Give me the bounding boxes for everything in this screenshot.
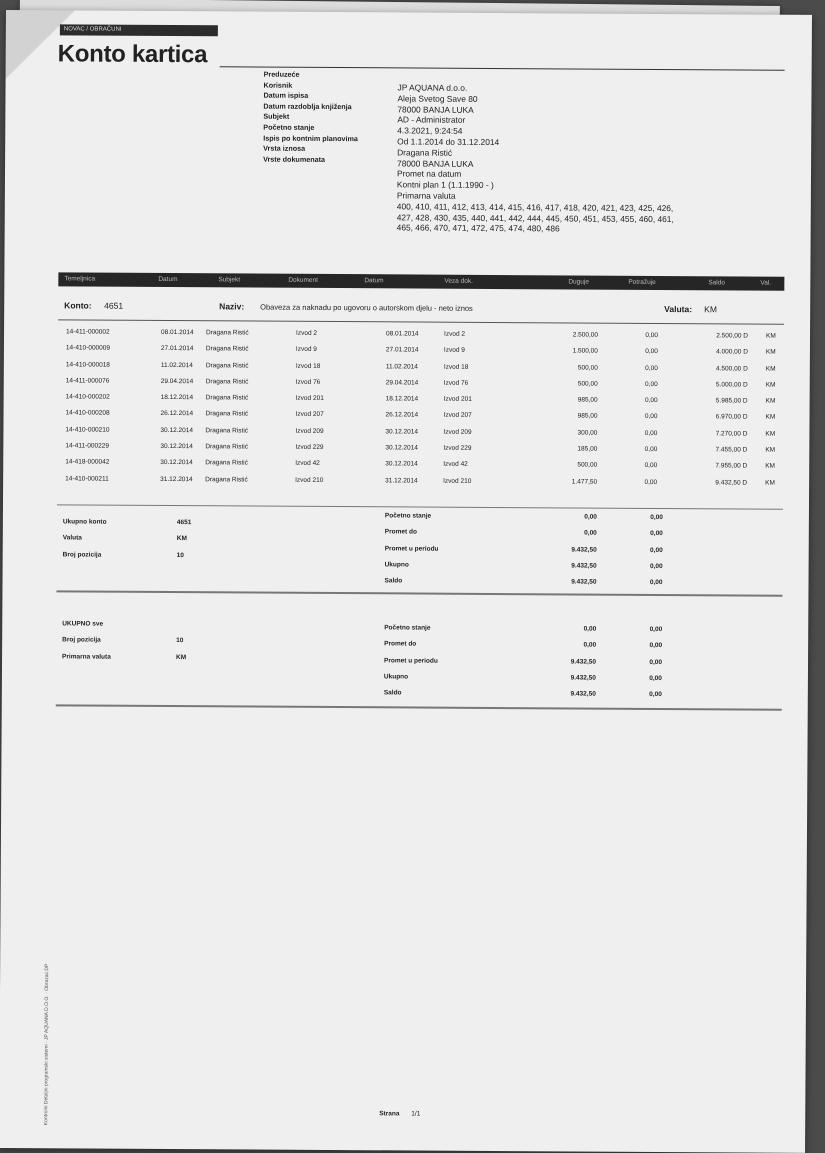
cell-dug: 185,00	[535, 445, 597, 452]
summary-label: Promet do	[384, 641, 416, 648]
summary-potrazuje: 0,00	[622, 691, 662, 698]
page-title: Konto kartica	[58, 40, 208, 69]
summary-label: Broj pozicija	[63, 551, 102, 558]
cell-veza: Izvod 9	[444, 347, 465, 354]
cell-date: 29.04.2014	[161, 378, 194, 385]
cell-date: 27.01.2014	[161, 345, 194, 352]
page-footer	[379, 1110, 420, 1117]
section-tag: NOVAC / OBRAČUNI	[60, 24, 218, 36]
cell-date2: 30.12.2014	[385, 428, 418, 435]
valuta-label: Valuta:	[664, 304, 692, 314]
cell-val: KM	[766, 365, 776, 372]
cell-date2: 30.12.2014	[385, 461, 418, 468]
cell-subj: Dragana Ristić	[205, 443, 248, 450]
cell-saldo: 7.955,00 D	[685, 463, 747, 470]
cell-subj: Dragana Ristić	[206, 411, 249, 418]
header-value: Aleja Svetog Save 80	[397, 93, 757, 106]
summary-potrazuje: 0,00	[623, 530, 663, 537]
cell-pot: 0,00	[626, 348, 658, 355]
cell-dug: 500,00	[536, 380, 598, 387]
cell-pot: 0,00	[625, 462, 657, 469]
summary-label: Promet u periodu	[384, 657, 438, 664]
cell-subj: Dragana Ristić	[206, 394, 249, 401]
cell-tem: 14-418-000042	[65, 459, 109, 466]
cell-date2: 11.02.2014	[386, 363, 418, 370]
cell-val: KM	[765, 463, 775, 470]
cell-val: KM	[766, 382, 776, 389]
summary-label: UKUPNO sve	[62, 620, 103, 627]
cell-doc: Izvod 209	[295, 428, 323, 435]
cell-val: KM	[766, 349, 776, 356]
cell-saldo: 4.500,00 D	[686, 365, 748, 372]
summary-label: Početno stanje	[384, 624, 430, 631]
column-header: Datum	[364, 277, 383, 284]
column-header: Val.	[760, 280, 771, 287]
cell-dug: 300,00	[535, 429, 597, 436]
column-header: Temeljnica	[64, 275, 95, 282]
cell-date2: 18.12.2014	[386, 396, 419, 403]
cell-doc: Izvod 2	[296, 330, 317, 337]
column-header-bar	[58, 272, 784, 290]
cell-date2: 08.01.2014	[386, 330, 419, 337]
summary-potrazuje: 0,00	[622, 658, 662, 665]
summary-label: Saldo	[384, 690, 402, 697]
cell-tem: 14-411-000076	[66, 377, 110, 384]
header-label: Vrsta iznosa	[263, 144, 358, 155]
summary-potrazuje: 0,00	[622, 675, 662, 682]
header-value: 4.3.2021, 9:24:54	[397, 126, 757, 139]
column-header: Subjekt	[218, 276, 240, 283]
table-end-divider	[57, 504, 783, 509]
header-value: Kontni plan 1 (1.1.1990 - )	[397, 180, 757, 193]
header-labels	[263, 70, 358, 166]
cell-date2: 26.12.2014	[386, 412, 419, 419]
cell-tem: 14-410-000210	[65, 426, 109, 433]
column-header: Saldo	[708, 279, 725, 286]
summary-duguje: 0,00	[534, 625, 596, 632]
cell-dug: 500,00	[536, 364, 598, 371]
cell-date2: 30.12.2014	[385, 444, 418, 451]
summary-label: Valuta	[63, 535, 82, 542]
naziv-label: Naziv:	[219, 301, 244, 311]
cell-veza: Izvod 229	[443, 445, 471, 452]
header-label: Korisnik	[264, 80, 359, 91]
summary-duguje: 9.432,50	[534, 658, 596, 665]
cell-date2: 31.12.2014	[385, 477, 418, 484]
cell-tem: 14-410-000211	[65, 475, 109, 482]
summary-label: Ukupno	[385, 561, 409, 568]
total-summary-divider	[56, 704, 782, 710]
cell-subj: Dragana Ristić	[205, 427, 248, 434]
cell-saldo: 7.455,00 D	[685, 446, 747, 453]
cell-val: KM	[766, 333, 776, 340]
cell-dug: 985,00	[536, 396, 598, 403]
column-header: Potražuje	[628, 279, 656, 286]
summary-duguje: 9.432,50	[535, 546, 597, 553]
column-header: Dokument	[288, 277, 318, 284]
cell-subj: Dragana Ristić	[206, 378, 249, 385]
header-values	[397, 82, 758, 235]
cell-doc: Izvod 76	[296, 379, 321, 386]
cell-saldo: 5.000,00 D	[686, 381, 748, 388]
summary-potrazuje: 0,00	[622, 642, 662, 649]
cell-subj: Dragana Ristić	[205, 460, 248, 467]
cell-tem: 14-410-000208	[66, 410, 110, 417]
konto-summary-divider	[56, 590, 782, 596]
cell-pot: 0,00	[625, 446, 657, 453]
cell-date: 11.02.2014	[161, 362, 193, 369]
summary-potrazuje: 0,00	[623, 546, 663, 553]
cell-date: 30.12.2014	[160, 443, 193, 450]
header-value: 400, 410, 411, 412, 413, 414, 415, 416, 417, 418, 420, 421, 423, 425, 426,	[397, 201, 757, 214]
cell-saldo: 6.970,00 D	[686, 414, 748, 421]
cell-saldo: 7.270,00 D	[685, 430, 747, 437]
cell-veza: Izvod 210	[443, 477, 471, 484]
header-label: Subjekt	[263, 112, 358, 123]
header-value: JP AQUANA d.o.o.	[397, 82, 757, 95]
cell-saldo: 4.000,00 D	[686, 348, 748, 355]
cell-date: 26.12.2014	[161, 410, 194, 417]
header-label: Početno stanje	[263, 123, 358, 134]
header-value: Od 1.1.2014 do 31.12.2014	[397, 136, 757, 149]
header-value: 427, 428, 430, 435, 440, 441, 442, 444, 445, 450, 451, 453, 455, 460, 461,	[397, 212, 757, 225]
cell-veza: Izvod 42	[443, 461, 468, 468]
cell-subj: Dragana Ristić	[206, 346, 249, 353]
cell-doc: Izvod 42	[295, 460, 320, 467]
summary-label: Primarna valuta	[62, 653, 111, 660]
column-header: Duguje	[568, 278, 589, 285]
summary-duguje: 9.432,50	[534, 578, 596, 585]
summary-value: 4651	[177, 519, 192, 526]
header-value: Promet na datum	[397, 169, 757, 182]
cell-val: KM	[766, 398, 776, 405]
valuta-value: KM	[704, 304, 717, 314]
cell-subj: Dragana Ristić	[205, 476, 248, 483]
cell-val: KM	[765, 430, 775, 437]
cell-veza: Izvod 201	[444, 396, 472, 403]
header-label: Datum ispisa	[263, 91, 358, 102]
konto-divider	[58, 319, 784, 324]
cell-pot: 0,00	[626, 364, 658, 371]
cell-pot: 0,00	[625, 430, 657, 437]
cell-pot: 0,00	[626, 413, 658, 420]
summary-duguje: 0,00	[535, 513, 597, 520]
cell-tem: 14-411-000229	[65, 442, 109, 449]
summary-label: Saldo	[384, 578, 402, 585]
header-value: 78000 BANJA LUKA	[397, 104, 757, 117]
summary-value: KM	[177, 535, 187, 542]
cell-tem: 14-411-000002	[66, 328, 110, 335]
cell-date: 30.12.2014	[160, 427, 193, 434]
cell-veza: Izvod 76	[444, 380, 469, 387]
cell-veza: Izvod 207	[444, 412, 472, 419]
cell-subj: Dragana Ristić	[206, 329, 249, 336]
cell-veza: Izvod 18	[444, 363, 469, 370]
cell-dug: 985,00	[536, 413, 598, 420]
cell-doc: Izvod 210	[295, 476, 323, 483]
summary-label: Promet u periodu	[385, 545, 439, 552]
cell-val: KM	[766, 414, 776, 421]
summary-duguje: 0,00	[534, 642, 596, 649]
column-header: Veza dok.	[444, 278, 473, 285]
cell-veza: Izvod 209	[443, 428, 471, 435]
summary-duguje: 9.432,50	[534, 674, 596, 681]
konto-info-row	[64, 300, 784, 304]
cell-dug: 1.477,50	[535, 478, 597, 485]
column-header: Datum	[158, 276, 177, 283]
cell-val: KM	[765, 447, 775, 454]
cell-date: 31.12.2014	[160, 476, 193, 483]
cell-date: 18.12.2014	[161, 394, 194, 401]
summary-value: 10	[176, 637, 183, 644]
cell-date2: 27.01.2014	[386, 347, 419, 354]
header-value: 78000 BANJA LUKA	[397, 158, 757, 171]
header-label: Preduzeće	[264, 70, 359, 81]
summary-potrazuje: 0,00	[622, 579, 662, 586]
summary-label: Promet do	[385, 529, 417, 536]
cell-date: 08.01.2014	[161, 329, 194, 336]
summary-potrazuje: 0,00	[623, 563, 663, 570]
header-value: AD - Administrator	[397, 115, 757, 128]
cell-val: KM	[765, 479, 775, 486]
summary-duguje: 9.432,50	[535, 562, 597, 569]
cell-saldo: 5.985,00 D	[686, 397, 748, 404]
cell-doc: Izvod 229	[295, 444, 323, 451]
konto-number: 4651	[104, 301, 123, 311]
cell-date2: 29.04.2014	[386, 379, 419, 386]
cell-doc: Izvod 18	[296, 362, 321, 369]
cell-saldo: 2.500,00 D	[686, 332, 748, 339]
cell-tem: 14-410-000018	[66, 361, 110, 368]
page-number: 1/1	[411, 1110, 420, 1117]
summary-potrazuje: 0,00	[623, 514, 663, 521]
header-value: Dragana Ristić	[397, 147, 757, 160]
summary-label: Broj pozicija	[62, 637, 101, 644]
cell-pot: 0,00	[626, 332, 658, 339]
summary-duguje: 0,00	[535, 530, 597, 537]
header-label: Vrste dokumenata	[263, 154, 358, 165]
konto-label: Konto:	[64, 300, 91, 310]
side-print-info: Kontrolni Detaljni programski sistemi · JP AQUANA D.O.O. · Obrazac DP	[43, 964, 50, 1126]
document-page	[0, 10, 812, 1153]
summary-duguje: 9.432,50	[534, 690, 596, 697]
cell-tem: 14-410-000202	[66, 394, 110, 401]
cell-dug: 2.500,00	[536, 331, 598, 338]
konto-naziv: Obaveza za naknadu po ugovoru o autorskom djelu - neto iznos	[260, 303, 473, 313]
summary-value: 10	[177, 552, 184, 559]
cell-saldo: 9.432,50 D	[685, 479, 747, 486]
summary-potrazuje: 0,00	[622, 626, 662, 633]
cell-dug: 500,00	[535, 462, 597, 469]
cell-doc: Izvod 201	[296, 395, 324, 402]
cell-subj: Dragana Ristić	[206, 362, 249, 369]
cell-pot: 0,00	[626, 381, 658, 388]
ledger-table	[65, 328, 782, 495]
summary-label: Ukupno konto	[63, 518, 107, 525]
header-label: Ispis po kontnim planovima	[263, 133, 358, 144]
header-label: Datum razdoblja knjiženja	[263, 101, 358, 112]
summary-label: Početno stanje	[385, 512, 431, 519]
summary-value: KM	[176, 654, 186, 661]
cell-date: 30.12.2014	[160, 459, 193, 466]
cell-pot: 0,00	[625, 478, 657, 485]
header-value: Primarna valuta	[397, 190, 757, 203]
cell-doc: Izvod 9	[296, 346, 317, 353]
summary-label: Ukupno	[384, 673, 408, 680]
cell-dug: 1.500,00	[536, 348, 598, 355]
cell-veza: Izvod 2	[444, 331, 465, 338]
table-row	[65, 475, 781, 496]
page-label: Strana	[379, 1110, 399, 1117]
cell-tem: 14-410-000009	[66, 345, 110, 352]
header-value: 465, 466, 470, 471, 472, 475, 474, 480, 486	[397, 223, 757, 236]
cell-pot: 0,00	[626, 397, 658, 404]
cell-doc: Izvod 207	[296, 411, 324, 418]
